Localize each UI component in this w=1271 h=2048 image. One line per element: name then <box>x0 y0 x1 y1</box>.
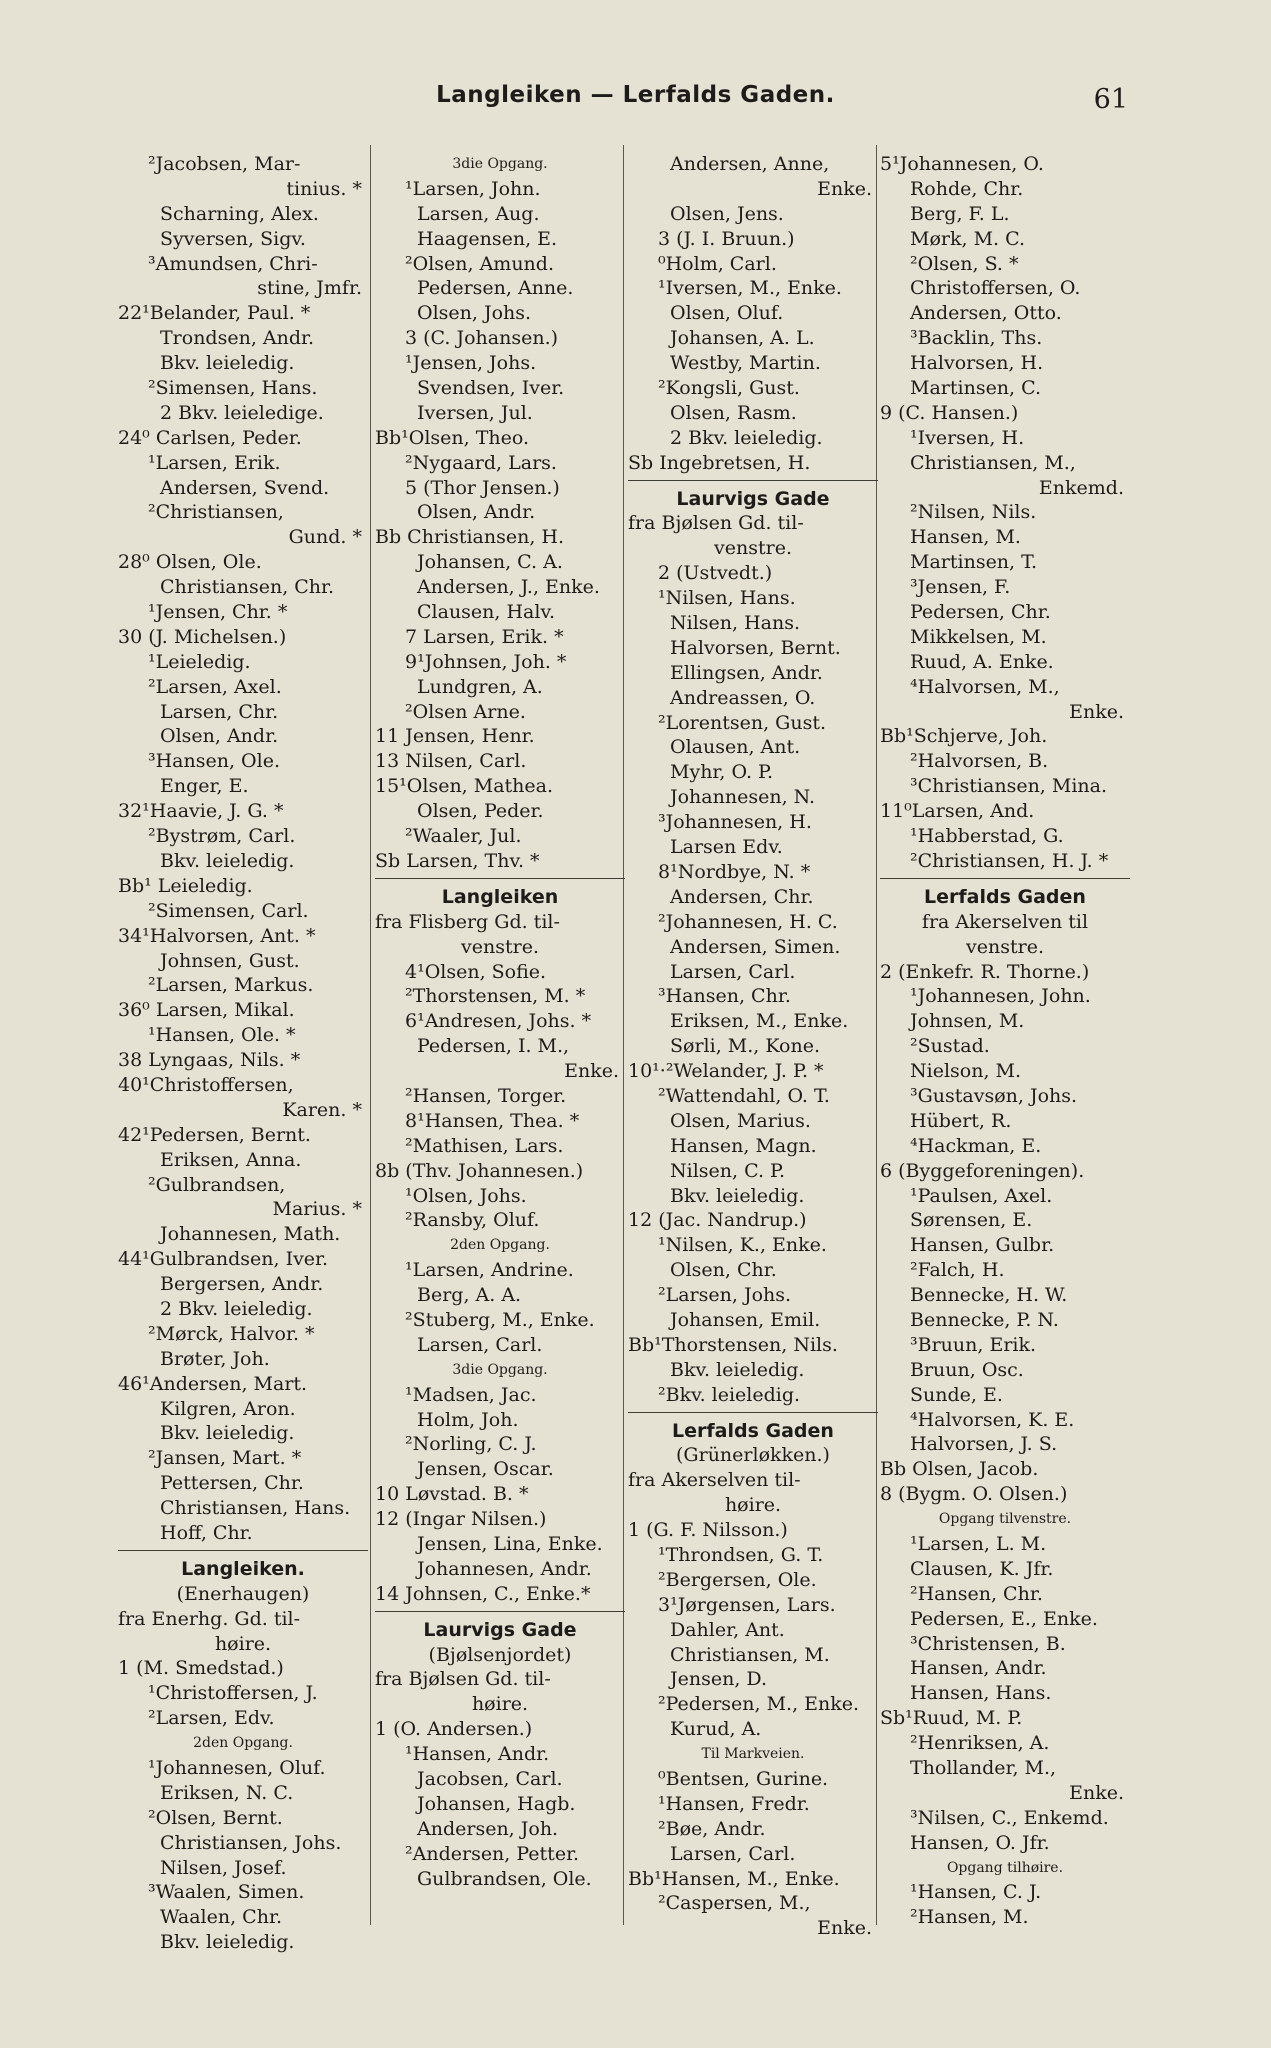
directory-entry: ²Thorstensen, M. * <box>405 985 586 1008</box>
directory-entry: ³Nilsen, C., Enkemd. <box>910 1806 1109 1829</box>
directory-entry: ¹Johannesen, John. <box>910 985 1091 1008</box>
directory-entry: Pedersen, Chr. <box>910 601 1051 624</box>
directory-entry: ²Johannesen, H. C. <box>658 910 838 933</box>
directory-entry: ²Mørck, Halvor. * <box>148 1322 315 1345</box>
directory-entry: 1 (M. Smedstad.) <box>118 1657 284 1680</box>
directory-entry: Bergersen, Andr. <box>160 1273 324 1296</box>
stairway-label: Opgang tilvenstre. <box>938 1511 1072 1528</box>
directory-entry: 1 (O. Andersen.) <box>375 1718 533 1741</box>
directory-entry: ²Olsen, S. * <box>910 252 1019 275</box>
directory-entry: Bennecke, P. N. <box>910 1308 1059 1331</box>
directory-entry: 3¹Jørgensen, Lars. <box>658 1593 836 1616</box>
directory-entry: Kurud, A. <box>670 1718 762 1741</box>
directory-entry: Olsen, Johs. <box>417 302 532 325</box>
directory-entry: fra Bjølsen Gd. til- <box>628 512 804 535</box>
directory-entry: Lundgren, A. <box>417 675 543 698</box>
directory-entry: Larsen, Carl. <box>670 1842 796 1865</box>
directory-entry: Jensen, Oscar. <box>417 1458 554 1481</box>
directory-entry: ²Halvorsen, B. <box>910 750 1049 773</box>
section-rule <box>628 480 878 481</box>
directory-entry: Andersen, Joh. <box>417 1817 559 1840</box>
directory-entry: 7 Larsen, Erik. * <box>405 625 564 648</box>
directory-entry: Pettersen, Chr. <box>160 1472 304 1495</box>
directory-entry: Ruud, A. Enke. <box>910 650 1054 673</box>
directory-entry: ²Hansen, M. <box>910 1906 1029 1929</box>
directory-entry: 5¹Johannesen, O. <box>880 153 1044 175</box>
directory-entry: 8¹Hansen, Thea. * <box>405 1109 580 1132</box>
directory-entry: ²Olsen Arne. <box>405 700 526 723</box>
directory-entry: ²Wattendahl, O. T. <box>658 1084 830 1107</box>
directory-entry: Christiansen, Hans. <box>160 1497 351 1520</box>
street-heading: Langleiken. <box>181 1557 305 1580</box>
directory-entry: Halvorsen, H. <box>910 352 1044 375</box>
directory-entry: Pedersen, E., Enke. <box>910 1607 1098 1630</box>
stairway-label: Opgang tilhøire. <box>946 1859 1064 1876</box>
directory-entry: Andersen, J., Enke. <box>417 576 600 599</box>
directory-entry: ²Waaler, Jul. <box>405 825 522 848</box>
directory-entry: ¹Jensen, Chr. * <box>148 601 288 624</box>
directory-entry: Andersen, Anne, <box>670 153 830 175</box>
directory-entry: Bb¹Thorstensen, Nils. <box>628 1333 838 1356</box>
directory-entry: Hansen, Magn. <box>670 1134 817 1157</box>
stairway-label: Til Markveien. <box>701 1746 805 1763</box>
directory-entry: Clausen, K. Jfr. <box>910 1557 1054 1580</box>
directory-entry: ¹Larsen, John. <box>405 177 541 200</box>
street-heading: Langleiken <box>441 885 559 908</box>
directory-entry: ¹Johannesen, Oluf. <box>148 1757 326 1779</box>
directory-entry: Hansen, O. Jfr. <box>910 1831 1050 1854</box>
directory-entry: ²Norling, C. J. <box>405 1433 537 1456</box>
directory-entry: ²Falch, H. <box>910 1259 1005 1282</box>
directory-entry: Olsen, Chr. <box>670 1259 777 1282</box>
directory-entry: 4¹Olsen, Sofie. <box>405 960 547 983</box>
stairway-label: 3die Opgang. <box>452 156 548 172</box>
directory-entry: 14 Johnsen, C., Enke.* <box>375 1582 591 1605</box>
directory-entry: Hansen, M. <box>910 526 1021 549</box>
directory-entry: 38 Lyngaas, Nils. * <box>118 1049 301 1072</box>
directory-entry: ²Bergersen, Ole. <box>658 1568 817 1591</box>
directory-entry: ²Larsen, Edv. <box>148 1707 275 1730</box>
directory-entry: ¹Nilsen, K., Enke. <box>658 1234 827 1257</box>
directory-entry: Sb¹Ruud, M. P. <box>880 1707 1023 1730</box>
directory-entry: 42¹Pedersen, Bernt. <box>118 1123 311 1146</box>
directory-entry: 3 (J. I. Bruun.) <box>658 227 795 250</box>
directory-entry: ²Nilsen, Nils. <box>910 501 1037 524</box>
directory-entry: Hansen, Gulbr. <box>910 1234 1055 1257</box>
directory-entry: ²Christiansen, <box>148 501 284 524</box>
directory-entry: Karen. * <box>282 1098 362 1121</box>
directory-entry: Clausen, Halv. <box>417 601 555 624</box>
directory-entry: 9¹Johnsen, Joh. * <box>405 650 567 673</box>
directory-entry: Trondsen, Andr. <box>160 327 315 350</box>
directory-entry: Johansen, Emil. <box>670 1308 821 1331</box>
directory-entry: Martinsen, C. <box>910 377 1042 400</box>
directory-entry: ²Ransby, Oluf. <box>405 1209 540 1232</box>
directory-entry: Olsen, Jens. <box>670 202 784 225</box>
directory-entry: Berg, A. A. <box>417 1284 522 1307</box>
directory-entry: Johansen, Hagb. <box>417 1792 576 1815</box>
directory-entry: Mørk, M. C. <box>910 227 1026 250</box>
directory-entry: Johannesen, Andr. <box>417 1557 592 1580</box>
directory-entry: Johannesen, Math. <box>160 1223 341 1246</box>
directory-entry: Myhr, O. P. <box>670 761 774 784</box>
directory-entry: ³Waalen, Simen. <box>148 1881 305 1904</box>
directory-entry: 12 (Jac. Nandrup.) <box>628 1209 807 1232</box>
directory-entry: ³Hansen, Chr. <box>658 985 791 1008</box>
street-subheading: høire. <box>214 1632 272 1655</box>
directory-entry: ²Christiansen, H. J. * <box>910 849 1109 872</box>
directory-entry: ²Olsen, Bernt. <box>148 1806 283 1829</box>
directory-entry: stine, Jmfr. <box>257 277 362 300</box>
directory-entry: 46¹Andersen, Mart. <box>118 1372 308 1395</box>
running-title: Langleiken — Lerfalds Gaden. <box>436 82 835 108</box>
page-number: 61 <box>1093 84 1128 115</box>
directory-entry: ³Jensen, F. <box>910 576 1011 599</box>
directory-entry: Pedersen, Anne. <box>417 277 574 300</box>
directory-entry: Kilgren, Aron. <box>160 1397 296 1420</box>
directory-entry: fra Akerselven til- <box>628 1469 801 1492</box>
directory-entry: Christiansen, Chr. <box>160 576 335 599</box>
directory-entry: ⁴Halvorsen, M., <box>910 675 1060 698</box>
directory-entry: Christiansen, Johs. <box>160 1831 342 1854</box>
stairway-label: 2den Opgang. <box>450 1237 550 1254</box>
directory-entry: 2 Bkv. leieledig. <box>670 426 823 449</box>
directory-entry: Sørli, M., Kone. <box>670 1035 820 1058</box>
directory-entry: 30 (J. Michelsen.) <box>118 625 287 648</box>
directory-entry: Olsen, Peder. <box>417 800 544 823</box>
directory-entry: ³Amundsen, Chri- <box>148 252 318 275</box>
directory-entry: Nilsen, Hans. <box>670 612 801 635</box>
directory-entry: fra Enerhg. Gd. til- <box>118 1607 301 1630</box>
section-rule <box>375 1611 625 1612</box>
directory-entry: ²Lorentsen, Gust. <box>658 711 827 734</box>
directory-entry: Eriksen, M., Enke. <box>670 1010 849 1033</box>
directory-entry: ³Christiansen, Mina. <box>910 775 1108 798</box>
directory-entry: ²Simensen, Carl. <box>148 899 309 922</box>
directory-entry: ²Bystrøm, Carl. <box>148 825 296 848</box>
directory-entry: ²Jansen, Mart. * <box>148 1447 302 1470</box>
column-3 <box>628 152 878 1941</box>
directory-entry: Enke. <box>1069 700 1124 723</box>
directory-entry: Andersen, Chr. <box>670 885 814 908</box>
directory-entry: Nilsen, Josef. <box>160 1856 287 1879</box>
directory-entry: Andersen, Simen. <box>670 935 841 958</box>
directory-entry: Olsen, Andr. <box>417 501 536 524</box>
directory-entry: ²Pedersen, M., Enke. <box>658 1693 860 1716</box>
directory-entry: Enkemd. <box>1038 476 1124 499</box>
directory-entry: ¹Nilsen, Hans. <box>658 587 796 610</box>
directory-entry: Svendsen, Iver. <box>417 377 565 400</box>
directory-entry: ³Bruun, Erik. <box>910 1333 1037 1356</box>
directory-entry: ¹Leieledig. <box>148 650 251 673</box>
directory-entry: Bb Christiansen, H. <box>375 526 565 549</box>
directory-entry: 32¹Haavie, J. G. * <box>118 800 284 823</box>
directory-entry: Enger, E. <box>160 775 249 798</box>
directory-entry: 9 (C. Hansen.) <box>880 401 1019 424</box>
directory-entry: Bkv. leieledig. <box>160 1422 295 1445</box>
section-rule <box>880 878 1130 879</box>
directory-entry: ²Caspersen, M., <box>658 1892 811 1915</box>
directory-entry: Olsen, Andr. <box>160 725 279 748</box>
directory-entry: ²Olsen, Amund. <box>405 252 554 275</box>
directory-entry: Christiansen, M., <box>910 451 1076 474</box>
directory-entry: Olsen, Marius. <box>670 1109 811 1132</box>
directory-entry: Sb Ingebretsen, H. <box>628 451 811 474</box>
directory-entry: Pedersen, I. M., <box>417 1035 570 1058</box>
directory-entry: Ellingsen, Andr. <box>670 661 823 684</box>
directory-entry: ²Simensen, Hans. <box>148 377 318 400</box>
directory-entry: 34¹Halvorsen, Ant. * <box>118 924 316 947</box>
directory-entry: ²Hansen, Chr. <box>910 1582 1043 1605</box>
directory-entry: 8b (Thv. Johannesen.) <box>375 1159 584 1182</box>
street-subheading: venstre. <box>714 537 792 560</box>
directory-entry: ⁴Halvorsen, K. E. <box>910 1408 1075 1431</box>
directory-entry: ¹Iversen, M., Enke. <box>658 277 842 300</box>
column-1 <box>118 152 368 1955</box>
directory-entry: Sunde, E. <box>910 1383 1003 1406</box>
directory-entry: ¹Hansen, Ole. * <box>148 1024 296 1047</box>
directory-entry: Olausen, Ant. <box>670 736 801 759</box>
directory-entry: Scharning, Alex. <box>160 202 319 225</box>
street-subheading: (Enerhaugen) <box>176 1582 310 1605</box>
directory-entry: Haagensen, E. <box>417 227 558 250</box>
directory-entry: Nielson, M. <box>910 1060 1022 1083</box>
directory-entry: ⁰Holm, Carl. <box>658 252 777 275</box>
directory-entry: ²Larsen, Axel. <box>148 675 282 698</box>
directory-entry: 2 Bkv. leieledig. <box>160 1297 313 1320</box>
directory-entry: 10 Løvstad. B. * <box>375 1483 529 1506</box>
directory-entry: ²Mathisen, Lars. <box>405 1134 564 1157</box>
directory-entry: 11⁰Larsen, And. <box>880 800 1035 823</box>
directory-entry: 8 (Bygm. O. Olsen.) <box>880 1483 1068 1506</box>
directory-entry: Larsen, Chr. <box>160 700 279 723</box>
directory-entry: Enke. <box>817 177 872 200</box>
directory-entry: ¹Larsen, L. M. <box>910 1532 1047 1555</box>
directory-entry: 24⁰ Carlsen, Peder. <box>118 426 302 449</box>
directory-entry: ²Gulbrandsen, <box>148 1173 286 1196</box>
directory-entry: Christoffersen, O. <box>910 277 1081 300</box>
directory-entry: Larsen Edv. <box>670 836 783 859</box>
directory-entry: Brøter, Joh. <box>160 1347 270 1370</box>
column-divider <box>370 145 371 1925</box>
street-heading: Lerfalds Gaden <box>924 885 1086 908</box>
directory-entry: Westby, Martin. <box>670 352 821 375</box>
directory-entry: 2 (Ustvedt.) <box>658 562 773 585</box>
directory-entry: Bkv. leieledig. <box>160 352 295 375</box>
directory-entry: Sb Larsen, Thv. * <box>375 849 540 872</box>
directory-entry: Andreassen, O. <box>670 686 816 709</box>
directory-entry: Enke. <box>1069 1781 1124 1804</box>
directory-entry: Bb¹Schjerve, Joh. <box>880 725 1048 748</box>
directory-entry: Holm, Joh. <box>417 1408 519 1431</box>
directory-entry: Olsen, Rasm. <box>670 401 797 424</box>
directory-entry: 44¹Gulbrandsen, Iver. <box>118 1248 329 1271</box>
directory-entry: ³Christensen, B. <box>910 1632 1066 1655</box>
directory-entry: Bkv. leieledig. <box>670 1184 805 1207</box>
directory-entry: Bb¹ Leieledig. <box>118 874 253 897</box>
directory-entry: Jensen, D. <box>670 1668 768 1691</box>
directory-entry: 6 (Byggeforeningen). <box>880 1159 1085 1182</box>
directory-entry: ³Hansen, Ole. <box>148 750 280 773</box>
directory-entry: Rohde, Chr. <box>910 177 1024 200</box>
street-subheading: fra Akerselven til <box>921 910 1089 933</box>
directory-entry: Hansen, Andr. <box>910 1657 1047 1680</box>
directory-entry: ⁰Bentsen, Gurine. <box>658 1768 829 1790</box>
directory-entry: 28⁰ Olsen, Ole. <box>118 551 262 574</box>
directory-entry: Gulbrandsen, Ole. <box>417 1867 592 1890</box>
directory-entry: ²Bkv. leieledig. <box>658 1383 801 1406</box>
street-heading: Laurvigs Gade <box>676 487 830 510</box>
directory-entry: ³Gustavsøn, Johs. <box>910 1084 1078 1107</box>
directory-entry: fra Flisberg Gd. til- <box>375 910 560 933</box>
directory-entry: 13 Nilsen, Carl. <box>375 750 527 773</box>
directory-entry: ¹Larsen, Erik. <box>148 451 281 474</box>
directory-entry: ²Henriksen, A. <box>910 1732 1050 1755</box>
directory-entry: ¹Larsen, Andrine. <box>405 1259 574 1282</box>
street-heading: Laurvigs Gade <box>423 1618 577 1641</box>
directory-entry: Jensen, Lina, Enke. <box>417 1532 603 1555</box>
directory-entry: Johnsen, M. <box>910 1010 1025 1033</box>
directory-entry: Halvorsen, J. S. <box>910 1433 1058 1456</box>
street-subheading: høire. <box>471 1693 529 1716</box>
directory-entry: Bkv. leieledig. <box>670 1358 805 1381</box>
directory-entry: ¹Olsen, Johs. <box>405 1184 527 1207</box>
directory-entry: fra Bjølsen Gd. til- <box>375 1668 551 1691</box>
directory-entry: Eriksen, N. C. <box>160 1781 294 1804</box>
directory-entry: Larsen, Carl. <box>417 1333 543 1356</box>
directory-entry: ²Larsen, Johs. <box>658 1284 792 1307</box>
directory-entry: Andersen, Svend. <box>160 476 330 499</box>
street-subheading: høire. <box>724 1494 782 1517</box>
directory-entry: ²Sustad. <box>910 1035 990 1058</box>
column-2 <box>375 152 625 1891</box>
page-header <box>0 82 1271 122</box>
directory-entry: Berg, F. L. <box>910 202 1010 225</box>
directory-entry: Hoff, Chr. <box>160 1521 253 1544</box>
directory-entry: ²Jacobsen, Mar- <box>148 153 301 175</box>
directory-entry: ¹Throndsen, G. T. <box>658 1543 824 1566</box>
directory-entry: tinius. * <box>286 177 362 200</box>
directory-entry: Bennecke, H. W. <box>910 1284 1068 1307</box>
directory-entry: Johannesen, N. <box>670 786 816 809</box>
directory-entry: ¹Jensen, Johs. <box>405 352 537 375</box>
directory-entry: Nilsen, C. P. <box>670 1159 786 1182</box>
directory-entry: Eriksen, Anna. <box>160 1148 302 1171</box>
street-subheading: (Bjølsenjordet) <box>428 1643 572 1666</box>
directory-entry: ³Backlin, Ths. <box>910 327 1043 350</box>
directory-entry: Larsen, Carl. <box>670 960 796 983</box>
section-rule <box>628 1412 878 1413</box>
directory-entry: Dahler, Ant. <box>670 1618 785 1641</box>
directory-entry: 1 (G. F. Nilsson.) <box>628 1519 788 1542</box>
directory-entry: ¹Madsen, Jac. <box>405 1383 537 1406</box>
street-subheading: venstre. <box>966 935 1044 958</box>
directory-entry: Hübert, R. <box>910 1109 1012 1132</box>
directory-entry: ¹Christoffersen, J. <box>148 1682 318 1705</box>
stairway-label: 2den Opgang. <box>193 1735 293 1752</box>
directory-entry: Syversen, Sigv. <box>160 227 306 250</box>
directory-entry: Olsen, Oluf. <box>670 302 784 325</box>
directory-entry: ²Nygaard, Lars. <box>405 451 557 474</box>
directory-entry: Bb¹Olsen, Theo. <box>375 426 530 449</box>
street-heading: Lerfalds Gaden <box>672 1419 834 1442</box>
directory-entry: Bb Olsen, Jacob. <box>880 1458 1039 1481</box>
directory-entry: Johansen, C. A. <box>417 551 563 574</box>
directory-entry: ¹Hansen, Andr. <box>405 1743 550 1766</box>
directory-entry: 15¹Olsen, Mathea. <box>375 775 554 798</box>
directory-entry: 36⁰ Larsen, Mikal. <box>118 999 295 1022</box>
directory-entry: Gund. * <box>288 526 362 549</box>
directory-entry: ²Hansen, Torger. <box>405 1084 567 1107</box>
directory-entry: Mikkelsen, M. <box>910 625 1047 648</box>
directory-entry: Johnsen, Gust. <box>160 949 300 972</box>
directory-entry: ³Johannesen, H. <box>658 811 812 834</box>
directory-entry: Bruun, Osc. <box>910 1358 1024 1381</box>
street-subheading: (Grünerløkken.) <box>676 1444 830 1467</box>
directory-entry: Jacobsen, Carl. <box>417 1768 563 1790</box>
directory-entry: Marius. * <box>272 1198 362 1221</box>
directory-entry: 22¹Belander, Paul. * <box>118 302 311 325</box>
directory-entry: 2 (Enkefr. R. Thorne.) <box>880 960 1090 983</box>
directory-entry: Christiansen, M. <box>670 1643 830 1666</box>
directory-entry: Bkv. leieledig. <box>160 849 295 872</box>
directory-entry: 2 Bkv. leieledige. <box>160 401 324 424</box>
directory-entry: 3 (C. Johansen.) <box>405 327 559 350</box>
stairway-label: 3die Opgang. <box>452 1361 548 1378</box>
directory-entry: 10¹·²Welander, J. P. * <box>628 1060 824 1083</box>
directory-entry: Iversen, Jul. <box>417 401 533 424</box>
directory-entry: 5 (Thor Jensen.) <box>405 476 560 499</box>
directory-entry: 6¹Andresen, Johs. * <box>405 1010 592 1033</box>
directory-entry: ²Bøe, Andr. <box>658 1817 766 1840</box>
directory-entry: Thollander, M., <box>910 1757 1057 1779</box>
directory-entry: 11 Jensen, Henr. <box>375 725 535 748</box>
directory-entry: ¹Iversen, H. <box>910 426 1025 449</box>
directory-entry: ⁴Hackman, E. <box>910 1134 1042 1157</box>
directory-entry: ²Larsen, Markus. <box>148 974 314 997</box>
directory-entry: Bb¹Hansen, M., Enke. <box>628 1867 840 1890</box>
directory-entry: 12 (Ingar Nilsen.) <box>375 1508 547 1531</box>
directory-entry: Johansen, A. L. <box>670 327 815 350</box>
directory-entry: ¹Hansen, Fredr. <box>658 1792 810 1815</box>
directory-entry: Martinsen, T. <box>910 551 1038 574</box>
directory-entry: ¹Hansen, C. J. <box>910 1881 1042 1904</box>
section-rule <box>375 878 625 879</box>
directory-entry: 8¹Nordbye, N. * <box>658 860 811 883</box>
directory-entry: ¹Habberstad, G. <box>910 825 1064 848</box>
directory-entry: ²Andersen, Petter. <box>405 1842 580 1865</box>
directory-entry: Waalen, Chr. <box>160 1906 282 1929</box>
directory-entry: ¹Paulsen, Axel. <box>910 1184 1053 1207</box>
directory-entry: ²Kongsli, Gust. <box>658 377 800 400</box>
column-4 <box>880 152 1130 1930</box>
directory-entry: Andersen, Otto. <box>910 302 1062 325</box>
directory-entry: Enke. <box>564 1060 619 1083</box>
street-subheading: venstre. <box>461 935 539 958</box>
directory-entry: Enke. <box>817 1917 872 1940</box>
directory-entry: 40¹Christoffersen, <box>118 1073 294 1096</box>
directory-entry: Sørensen, E. <box>910 1209 1033 1232</box>
directory-entry: Hansen, Hans. <box>910 1682 1052 1705</box>
directory-entry: ²Stuberg, M., Enke. <box>405 1308 595 1331</box>
section-rule <box>118 1550 368 1551</box>
directory-entry: Larsen, Aug. <box>417 202 540 225</box>
directory-entry: Bkv. leieledig. <box>160 1931 295 1954</box>
directory-entry: Halvorsen, Bernt. <box>670 636 841 659</box>
